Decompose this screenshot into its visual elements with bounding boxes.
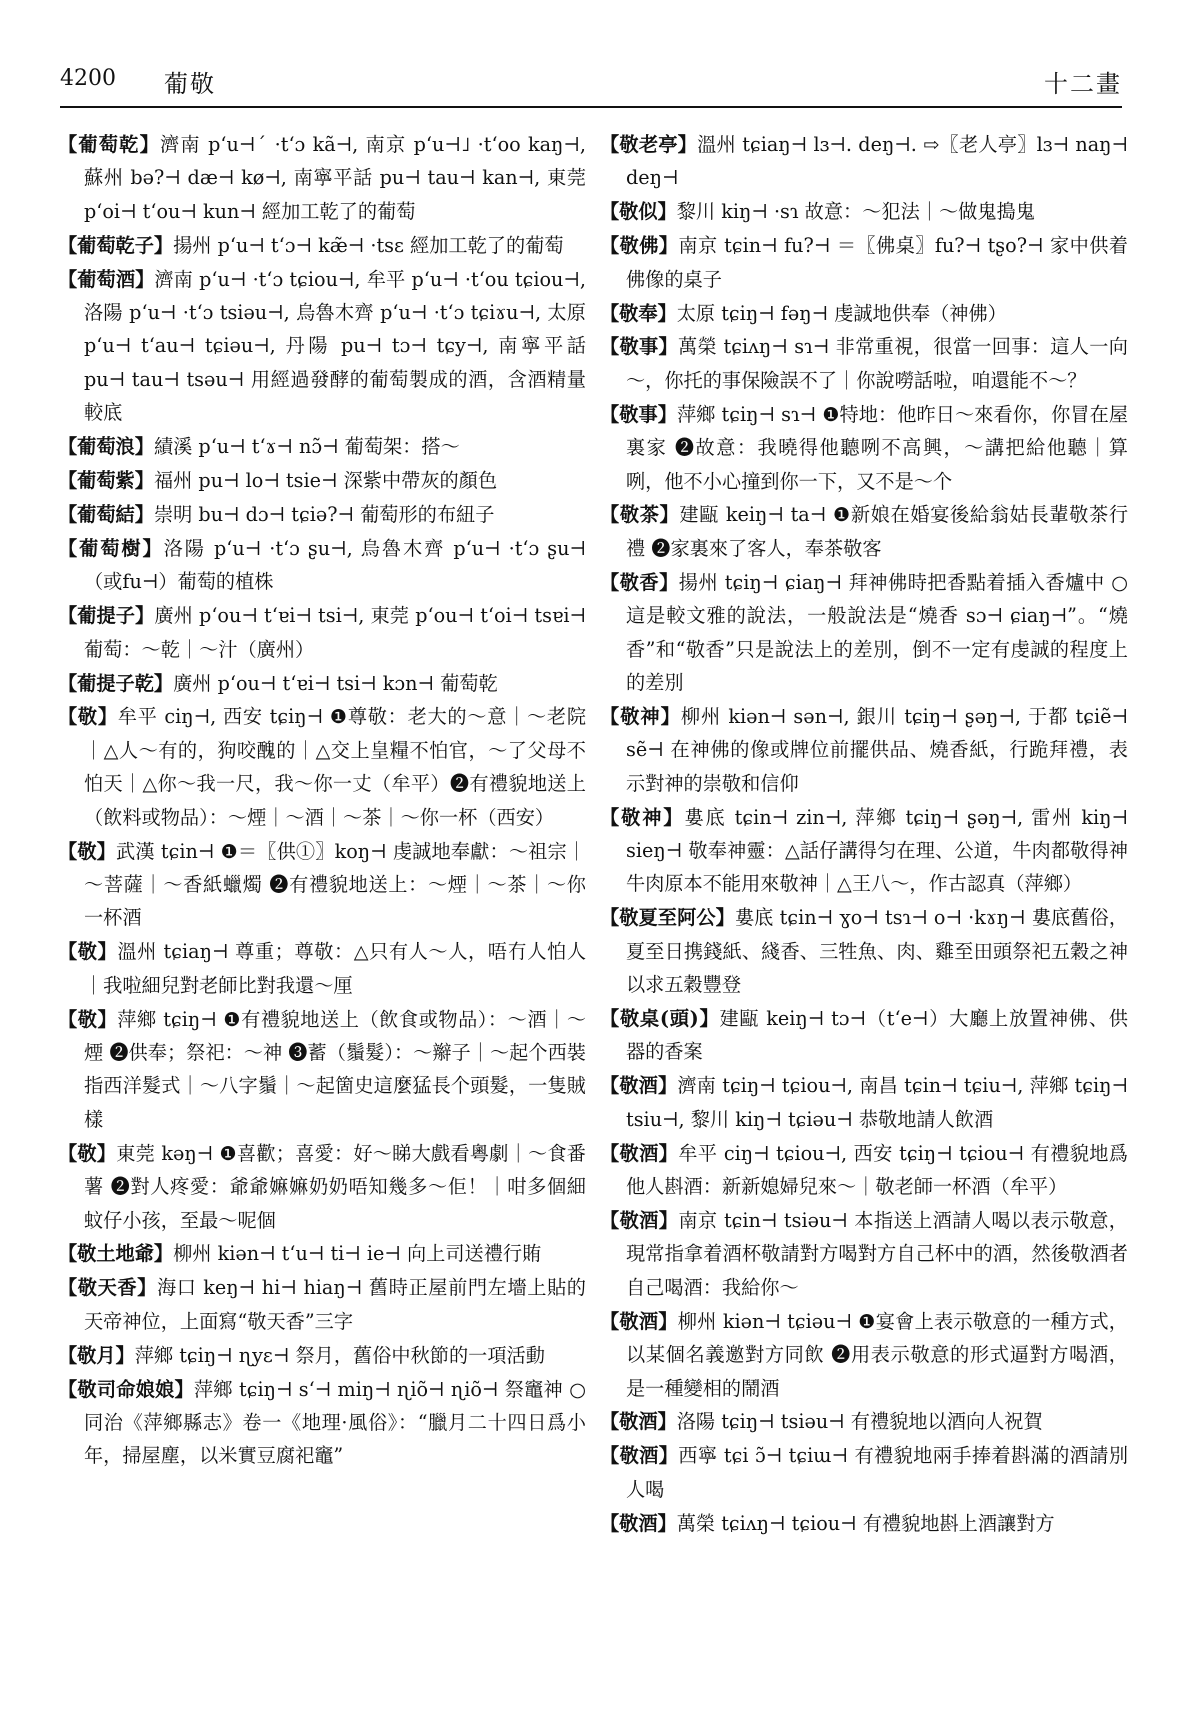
dictionary-entry: [600, 566, 1128, 700]
entry-definition: 績溪 pʻu⊣ tʻɤ⊣ nɔ̃⊣ 葡萄架：搭～: [153, 435, 460, 459]
entry-headword: 【葡萄乾子】: [58, 233, 174, 257]
dictionary-entry: [600, 700, 1128, 800]
entry-definition: 建甌 keiŋ⊣ ta⊣ ❶新娘在婚宴後給翁姑長輩敬茶行禮 ❷家裏來了客人，奉茶敬客: [626, 503, 1128, 560]
dictionary-entry: [600, 498, 1128, 565]
dictionary-entry: [600, 1204, 1128, 1304]
dictionary-entry: [58, 599, 586, 666]
entry-headword: 【敬】: [58, 705, 118, 729]
page-header: [60, 62, 1122, 108]
dictionary-entry: [58, 1373, 586, 1473]
entry-definition: 海口 keŋ⊣ hi⊣ hiaŋ⊣ 舊時正屋前門左墻上貼的天帝神位，上面寫“敬天香”三字: [84, 1276, 586, 1333]
dictionary-entry: [600, 1507, 1128, 1540]
dictionary-entry: [600, 195, 1128, 228]
stroke-section: 十二畫: [1044, 70, 1122, 98]
entry-headword: 【敬桌(頭)】: [600, 1007, 720, 1031]
dictionary-entry: [58, 835, 586, 935]
entry-headword: 【敬酒】: [600, 1209, 679, 1232]
entry-headword: 【敬酒】: [600, 1410, 677, 1434]
dictionary-entry: [58, 1237, 586, 1270]
entry-headword: 【敬香】: [600, 570, 679, 594]
entry-headword: 【葡萄浪】: [58, 435, 154, 459]
entry-definition: 溫州 tɕiaŋ⊣ lɜ⊣. deŋ⊣. ⇨〖老人亭〗lɜ⊣ naŋ⊣ deŋ⊣: [626, 133, 1128, 190]
dictionary-entry: [600, 1439, 1128, 1506]
entry-definition: 萍鄉 tɕiŋ⊣ sɿ⊣ ❶特地：他昨日～來看你，你冒在屋裏家 ❷故意：我曉得他聽咧不高興，～講把給他聽｜算咧，他不小心撞到你一下，又不是～个: [626, 402, 1128, 493]
dictionary-entry: [600, 801, 1128, 901]
running-headwords: 葡敬: [164, 70, 216, 98]
entry-headword: 【敬神】: [600, 704, 681, 728]
dictionary-entry: [58, 229, 586, 262]
entry-definition: 柳州 kiən⊣ tɕiəu⊣ ❶宴會上表示敬意的一種方式，以某個名義邀對方同飲 ❷用表示敬意的形式逼對方喝酒，是一種變相的鬧酒: [626, 1309, 1128, 1400]
dictionary-entry: [58, 498, 586, 531]
dictionary-entry: [58, 667, 586, 700]
entry-headword: 【敬佛】: [600, 234, 679, 258]
entry-definition: 武漢 tɕin⊣ ❶＝〖供①〗koŋ⊣ 虔誠地奉獻：～祖宗｜～菩薩｜～香紙蠟燭 ❷有禮貌地送上：～煙｜～茶｜～你一杯酒: [84, 839, 586, 930]
entry-definition: 濟南 pʻu⊣ˊ ·tʻɔ kã⊣, 南京 pʻu⊣˩ ·tʻoo kaŋ⊣, 蘇州 bə?⊣ dæ⊣ kø⊣, 南寧平話 pu⊣ tau⊣ kan⊣, 東莞 pʻoi⊣ tʻou⊣ kun⊣ 經加工乾了的葡萄: [84, 133, 586, 223]
entry-definition: 萬榮 tɕiʌŋ⊣ tɕiou⊣ 有禮貌地斟上酒讓對方: [676, 1511, 1055, 1535]
entry-definition: 牟平 ciŋ⊣, 西安 tɕiŋ⊣ ❶尊敬：老大的～意｜～老院｜△人～有的，狗咬醜的｜△交上皇糧不怕官，～了父母不怕天｜△你～我一尺，我～你一丈（牟平）❷有禮貌地送上（飲料或物品）：～煙｜～酒｜～茶｜～你一杯（西安）: [84, 705, 586, 829]
dictionary-entry: [600, 229, 1128, 296]
dictionary-entry: [58, 128, 586, 228]
dictionary-entry: [58, 1271, 586, 1338]
entry-headword: 【敬】: [58, 1007, 118, 1031]
dictionary-entry: [58, 700, 586, 834]
dictionary-entry: [600, 1069, 1128, 1136]
entry-headword: 【敬土地爺】: [58, 1242, 174, 1266]
entry-headword: 【敬奉】: [600, 301, 677, 325]
left-column: [58, 128, 586, 1698]
entry-definition: 婁底 tɕin⊣ zin⊣, 萍鄉 tɕiŋ⊣ ʂəŋ⊣, 雷州 kiŋ⊣ sieŋ⊣ 敬奉神靈：△話仔講得匀在理、公道，牛肉都敬得神牛肉原本不能用來敬神｜△王八～，作古認真（萍鄉）: [626, 805, 1128, 896]
dictionary-entry: [58, 1003, 586, 1137]
entry-definition: 濟南 pʻu⊣ ·tʻɔ tɕiou⊣, 牟平 pʻu⊣ ·tʻou tɕiou⊣, 洛陽 pʻu⊣ ·tʻɔ tsiəu⊣, 烏魯木齊 pʻu⊣ ·tʻɔ tɕiɤu⊣, 太原 pʻu⊣ tʻau⊣ tɕiəu⊣, 丹陽 pu⊣ tɔ⊣ tɕy⊣, 南寧平話 pu⊣ tau⊣ tsəu⊣ 用經過發酵的葡萄製成的酒，含酒精量較底: [84, 267, 586, 425]
entry-definition: 洛陽 tɕiŋ⊣ tsiəu⊣ 有禮貌地以酒向人祝賀: [676, 1410, 1043, 1434]
dictionary-entry: [600, 297, 1128, 330]
entry-headword: 【敬】: [58, 839, 116, 863]
dictionary-entry: [58, 532, 586, 599]
entry-definition: 廣州 pʻou⊣ tʻɐi⊣ tsi⊣, 東莞 pʻou⊣ tʻoi⊣ tsɐi⊣ 葡萄：～乾｜～汁（廣州）: [84, 604, 586, 661]
entry-definition: 南京 tɕin⊣ fu?⊣ ＝〖佛桌〗fu?⊣ tʂo?⊣ 家中供着佛像的桌子: [626, 234, 1128, 291]
entry-definition: 崇明 bu⊣ dɔ⊣ tɕiə?⊣ 葡萄形的布紐子: [153, 502, 495, 526]
dictionary-entry: [58, 430, 586, 463]
entry-headword: 【敬】: [58, 940, 118, 964]
entry-headword: 【敬茶】: [600, 503, 680, 527]
entry-definition: 太原 tɕiŋ⊣ fəŋ⊣ 虔誠地供奉（神佛）: [676, 301, 1007, 325]
entry-definition: 建甌 keiŋ⊣ tɔ⊣（tʻe⊣）大廳上放置神佛、供器的香案: [626, 1007, 1128, 1064]
right-column: [600, 128, 1128, 1698]
entry-headword: 【葡提子乾】: [58, 671, 174, 695]
dictionary-entry: [600, 1405, 1128, 1438]
entry-headword: 【葡萄紫】: [58, 469, 154, 493]
entry-definition: 柳州 kiən⊣ sən⊣, 銀川 tɕiŋ⊣ ʂəŋ⊣, 于都 tɕiẽ⊣ sẽ⊣ 在神佛的像或牌位前擺供品、燒香紙，行跪拜禮，表示對神的崇敬和信仰: [626, 704, 1128, 795]
entry-headword: 【敬酒】: [600, 1141, 679, 1165]
dictionary-entry: [58, 464, 586, 497]
entry-headword: 【敬事】: [600, 335, 679, 359]
entry-headword: 【葡提子】: [58, 604, 155, 628]
dictionary-entry: [600, 901, 1128, 1001]
dictionary-entry: [600, 1137, 1128, 1204]
dictionary-entry: [600, 330, 1128, 397]
entry-definition: 東莞 kəŋ⊣ ❶喜歡；喜愛：好～睇大戲看粵劇｜～食番薯 ❷對人疼愛：爺爺嫲嫲奶奶唔知幾多～佢！｜咁多個細蚊仔小孩，至最～呢個: [84, 1141, 586, 1232]
entry-definition: 黎川 kiŋ⊣ ·sɿ 故意：～犯法｜～做鬼搗鬼: [676, 200, 1035, 224]
entry-headword: 【葡萄結】: [58, 502, 154, 526]
entry-headword: 【敬老亭】: [600, 133, 698, 156]
entry-definition: 萍鄉 tɕiŋ⊣ sʻ⊣ miŋ⊣ ɳiõ⊣ ɳiõ⊣ 祭竈神 ○同治《萍鄉縣志》卷一《地理·風俗》：“臘月二十四日爲小年，掃屋塵，以米實豆腐祀竈”: [84, 1377, 586, 1468]
entry-headword: 【敬酒】: [600, 1511, 677, 1535]
entry-definition: 南京 tɕin⊣ tsiəu⊣ 本指送上酒請人喝以表示敬意，現常指拿着酒杯敬請對方喝對方自己杯中的酒，然後敬酒者自己喝酒：我給你～: [626, 1209, 1128, 1299]
entry-headword: 【敬酒】: [600, 1309, 678, 1333]
entry-definition: 萍鄉 tɕiŋ⊣ ɳyɛ⊣ 祭月，舊俗中秋節的一項活動: [134, 1343, 545, 1367]
entry-definition: 揚州 pʻu⊣ tʻɔ⊣ kæ̃⊣ ·tsɛ 經加工乾了的葡萄: [173, 233, 564, 257]
dictionary-entry: [58, 1339, 586, 1372]
entry-headword: 【敬天香】: [58, 1276, 157, 1300]
entry-headword: 【敬司命娘娘】: [58, 1377, 194, 1401]
dictionary-entry: [600, 1305, 1128, 1405]
entry-definition: 福州 pu⊣ lo⊣ tsie⊣ 深紫中帶灰的顏色: [153, 469, 498, 493]
entry-headword: 【葡萄乾】: [58, 133, 160, 156]
entry-headword: 【敬酒】: [600, 1444, 679, 1468]
entry-definition: 揚州 tɕiŋ⊣ ɕiaŋ⊣ 拜神佛時把香點着插入香爐中 ○這是較文雅的說法，一般說法是“燒香 sɔ⊣ ɕiaŋ⊣”。“燒香”和“敬香”只是說法上的差別，倒不一定有虔誠的程度上的差別: [626, 570, 1128, 694]
entry-headword: 【敬似】: [600, 200, 677, 224]
entry-definition: 萍鄉 tɕiŋ⊣ ❶有禮貌地送上（飲食或物品）：～酒｜～煙 ❷供奉；祭祀：～神 ❸蓄（鬚髮）：～辮子｜～起个西裝指西洋髮式｜～八字鬚｜～起箇史這麼猛長个頭髮，一隻賊樣: [84, 1007, 586, 1131]
entry-headword: 【敬神】: [600, 805, 685, 829]
entry-definition: 牟平 ciŋ⊣ tɕiou⊣, 西安 tɕiŋ⊣ tɕiou⊣ 有禮貌地爲他人斟酒：新新媳婦兒來～｜敬老師一杯酒（牟平）: [626, 1141, 1128, 1199]
dictionary-entry: [600, 1002, 1128, 1069]
dictionary-entry: [58, 935, 586, 1002]
entry-headword: 【敬事】: [600, 402, 677, 426]
entry-headword: 【敬酒】: [600, 1074, 678, 1098]
dictionary-entry: [58, 263, 586, 430]
page-number: 4200: [60, 66, 116, 91]
dictionary-entry: [600, 128, 1128, 195]
entry-headword: 【敬夏至阿公】: [600, 906, 735, 930]
entry-headword: 【敬月】: [58, 1343, 135, 1367]
entry-headword: 【敬】: [58, 1141, 117, 1165]
entry-headword: 【葡萄樹】: [58, 536, 164, 560]
entry-definition: 婁底 tɕin⊣ ɣo⊣ tsɿ⊣ o⊣ ·kɤŋ⊣ 婁底舊俗，夏至日携錢紙、綫香、三牲魚、肉、雞至田頭祭祀五穀之神以求五穀豐登: [626, 906, 1128, 997]
entry-definition: 柳州 kiən⊣ tʻu⊣ ti⊣ ie⊣ 向上司送禮行賄: [173, 1242, 542, 1266]
entry-definition: 西寧 tɕi ɔ̃⊣ tɕiɯ⊣ 有禮貌地兩手捧着斟滿的酒請別人喝: [626, 1444, 1128, 1501]
entry-definition: 溫州 tɕiaŋ⊣ 尊重；尊敬：△只有人～人，唔冇人怕人｜我啦細兒對老師比對我還～厘: [84, 940, 586, 997]
entry-definition: 洛陽 pʻu⊣ ·tʻɔ ʂu⊣, 烏魯木齊 pʻu⊣ ·tʻɔ ʂu⊣（或fu⊣）葡萄的植株: [84, 536, 586, 594]
entry-definition: 萬榮 tɕiʌŋ⊣ sɿ⊣ 非常重視，很當一回事：這人一向～，你托的事保險誤不了｜你說嘮話啦，咱還能不～？: [626, 335, 1128, 392]
dictionary-entry: [58, 1137, 586, 1237]
entry-headword: 【葡萄酒】: [58, 267, 155, 291]
entry-definition: 濟南 tɕiŋ⊣ tɕiou⊣, 南昌 tɕin⊣ tɕiu⊣, 萍鄉 tɕiŋ⊣ tsiu⊣, 黎川 kiŋ⊣ tɕiəu⊣ 恭敬地請人飲酒: [626, 1074, 1128, 1131]
dictionary-entry: [600, 398, 1128, 498]
entry-definition: 廣州 pʻou⊣ tʻɐi⊣ tsi⊣ kɔn⊣ 葡萄乾: [173, 671, 498, 695]
